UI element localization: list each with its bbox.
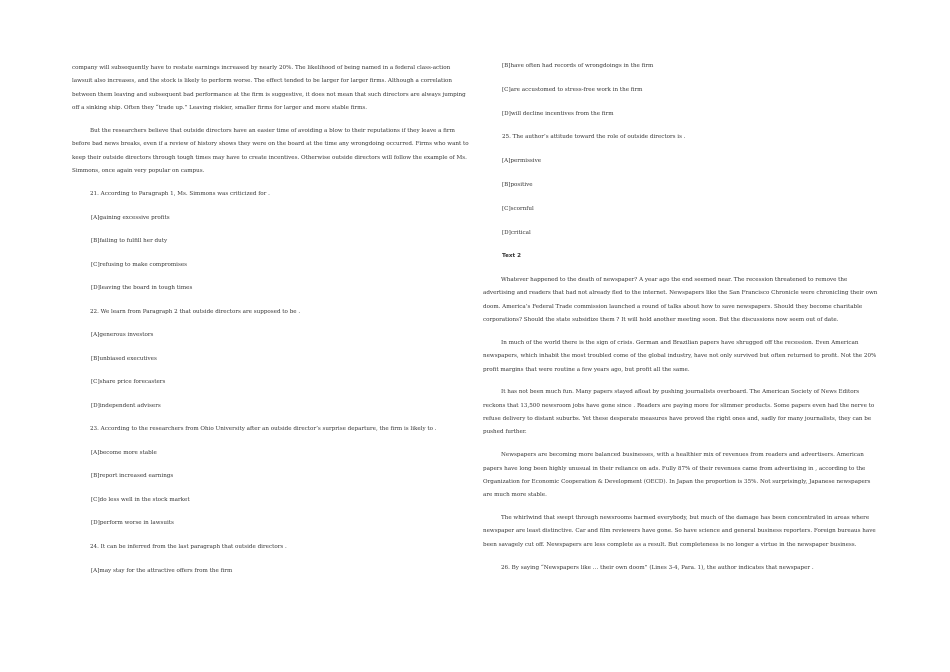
question-22: 22. We learn from Paragraph 2 that outside directors are supposed to be .: [90, 308, 301, 315]
option-23d: [D]perform worse in lawsuits: [91, 520, 174, 527]
paragraph: Whatever happened to the death of newspaper? A year ago the end seemed near. The recession threatened to remove the advertising and readers that had not already fled to the internet. Newspapers like the San Francisco Chronicle were chronicling their own doom. America’s Federal Trade commission launched a round of talks about how to save newspapers. Should they become charitable corporations? Should the state subsidize them ? It will hold another meeting soon. But the discussions now seem out of date.: [483, 276, 878, 323]
paragraph: It has not been much fun. Many papers stayed afloat by pushing journalists overboard. The American Society of News Editors reckons that 13,500 newsroom jobs have gone since . Readers are paying more for slimmer products. Some papers even had the nerve to refuse delivery to distant suburbs. Yet these desperate measures have proved the right ones and, sadly for many journalists, they can be pushed further.: [483, 389, 875, 436]
left-column: [72, 62, 472, 588]
option-23c: [C]do less well in the stock market: [91, 496, 190, 503]
paragraph: But the researchers believe that outside directors have an easier time of avoiding a blow to their reputations if they leave a firm before bad news breaks, even if a review of history shows they were on the board at the time any wrongdoing occurred. Firms who want to keep their outside directors through tough times may have to create incentives. Otherwise outside directors will follow the example of Ms. Simmons, once again very popular on campus.: [72, 127, 469, 175]
right-column: [483, 60, 878, 584]
option-22b: [B]unbiased executives: [91, 355, 157, 362]
option-24b: [B]have often had records of wrongdoings in the firm: [502, 63, 654, 69]
option-24c: [C]are accustomed to stress-free work in the firm: [502, 86, 643, 93]
option-24d: [D]will decline incentives from the firm: [502, 110, 614, 117]
option-21a: [A]gaining excessive profits: [91, 214, 170, 221]
question-24: 24. It can be inferred from the last paragraph that outside directors .: [90, 543, 287, 550]
option-23a: [A]become more stable: [91, 449, 157, 456]
option-22d: [D]independent advisers: [91, 402, 161, 409]
section-heading: Text 2: [502, 253, 521, 260]
option-21c: [C]refusing to make compromises: [91, 261, 188, 268]
option-21d: [D]leaving the board in tough times: [91, 285, 193, 292]
option-24a: [A]may stay for the attractive offers from the firm: [91, 567, 233, 574]
option-22a: [A]generous investors: [91, 332, 154, 339]
option-25d: [D]critical: [502, 229, 531, 236]
option-21b: [B]failing to fulfill her duty: [91, 238, 168, 245]
option-25c: [C]scornful: [502, 205, 534, 212]
question-21: 21. According to Paragraph 1, Ms. Simmons was criticized for .: [90, 190, 270, 197]
paragraph: Newspapers are becoming more balanced businesses, with a healthier mix of revenues from readers and advertisers. American papers have long been highly unusual in their reliance on ads. Fully 87% of their revenues came from advertising in , according to the Organization for Economic Cooperation & Development (OECD). In Japan the proportion is 35%. Not surprisingly, Japanese newspapers are much more stable.: [483, 452, 871, 499]
option-22c: [C]share price forecasters: [91, 379, 166, 386]
paragraph: The whirlwind that swept through newsrooms harmed everybody, but much of the damage has been concentrated in areas where newspaper are least distinctive. Car and film reviewers have gone. So have science and general business reporters. Foreign bureaus have been savagely cut off. Newspapers are less complete as a result. But completeness is no longer a virtue in the newspaper business.: [483, 515, 876, 548]
option-23b: [B]report increased earnings: [91, 473, 174, 480]
option-25a: [A]permissive: [502, 158, 542, 165]
paragraph: company will subsequently have to restate earnings increased by nearly 20%. The likelihood of being named in a federal class-action lawsuit also increases, and the stock is likely to perform worse. The effect tended to be larger for larger firms. Although a correlation between them leaving and subsequent bad performance at the firm is suggestive, it does not mean that such directors are always jumping off a sinking ship. Often they “trade up.” Leaving riskier, smaller firms for larger and more stable firms.: [72, 65, 466, 112]
question-23: 23. According to the researchers from Ohio University after an outside director’s surprise departure, the firm is likely to .: [90, 426, 437, 433]
question-25: 25. The author’s attitude toward the role of outside directors is .: [502, 134, 686, 141]
paragraph: In much of the world there is the sign of crisis. German and Brazilian papers have shrugged off the recession. Even American newspapers, which inhabit the most troubled come of the global industry, have not only survived but often returned to profit. Not the 20% profit margins that were routine a few years ago, but profit all the same.: [483, 339, 877, 373]
option-25b: [B]positive: [502, 181, 533, 188]
question-26: 26. By saying “Newspapers like … their own doom” (Lines 3-4, Para. 1), the author indicates that newspaper .: [501, 564, 814, 571]
